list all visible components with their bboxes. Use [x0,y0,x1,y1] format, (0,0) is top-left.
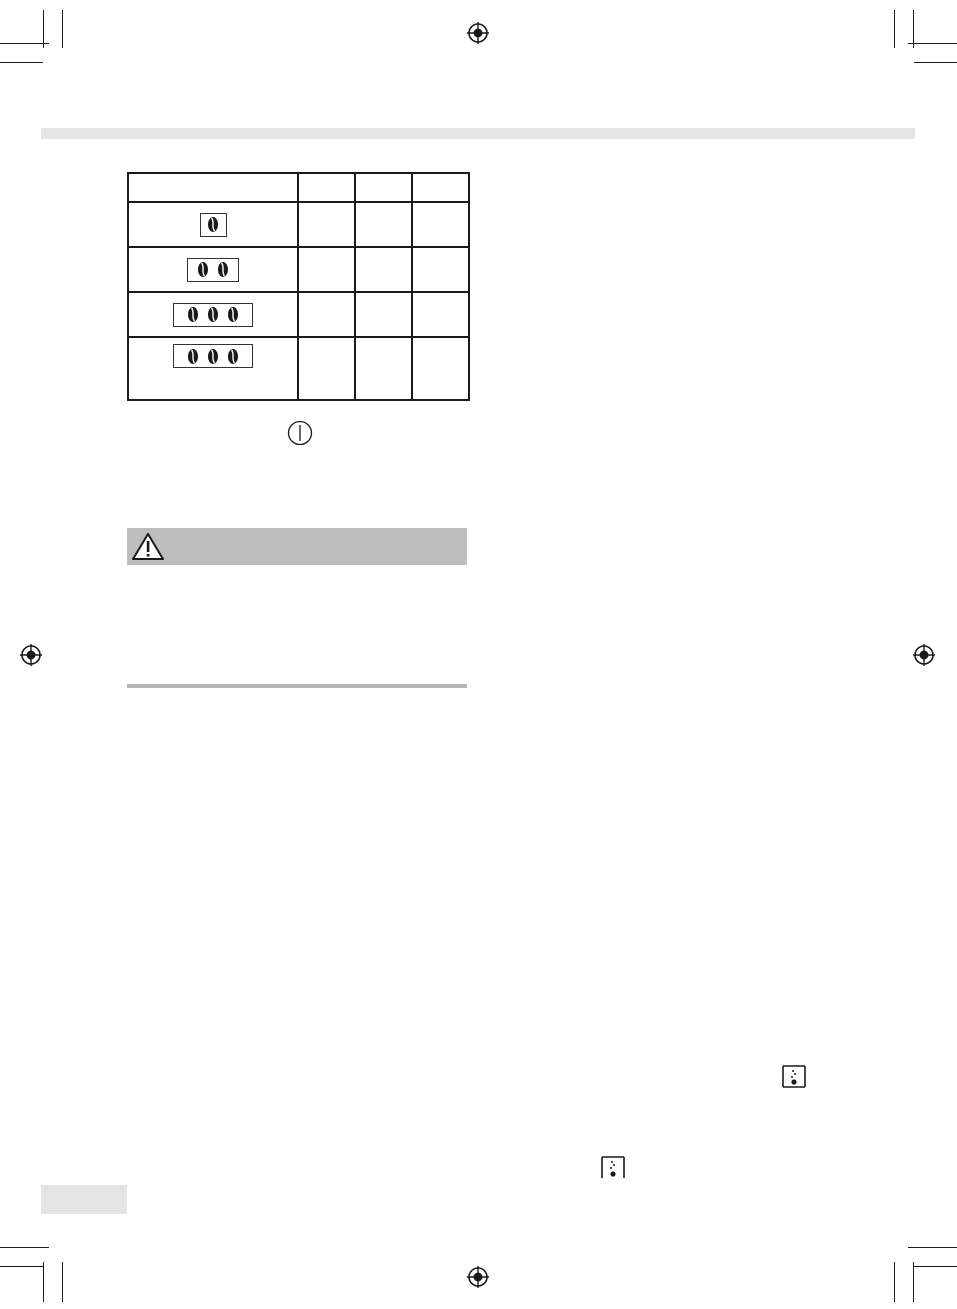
table-row [128,292,469,337]
table-cell [298,173,355,202]
table-cell [355,173,412,202]
table-cell [128,247,298,292]
crop-mark [62,10,63,48]
table-cell [355,247,412,292]
header-bar [41,128,915,139]
crop-mark [913,1262,914,1302]
bean-strength-indicator [173,344,253,368]
warning-banner [127,528,467,565]
crop-mark [914,1266,957,1267]
table-cell [128,202,298,247]
coffee-bean-icon [227,348,239,365]
table-cell [298,247,355,292]
bean-strength-indicator [187,258,239,282]
coffee-bean-icon [217,261,229,278]
table-cell [412,247,469,292]
registration-crosshair-icon [467,22,489,44]
crop-mark [908,43,957,44]
crop-mark [0,1247,49,1248]
crop-mark [0,43,49,44]
page-number-tab [41,1185,127,1214]
coffee-bean-icon [207,216,219,233]
table-row [128,247,469,292]
crop-mark [0,1266,43,1267]
grounds-container-icon [782,1064,806,1088]
crop-mark [914,62,957,63]
coffee-bean-icon [197,261,209,278]
table-header-row [128,173,469,202]
power-on-icon [287,420,313,446]
table-row [128,337,469,400]
coffee-bean-icon [207,306,219,323]
table-cell [412,337,469,400]
crop-mark [0,62,43,63]
table-cell [412,292,469,337]
table-cell [412,202,469,247]
coffee-strength-table [127,172,470,401]
table-cell [355,202,412,247]
crop-mark [894,1262,895,1302]
crop-mark [43,10,44,48]
table-cell [128,337,298,400]
registration-crosshair-icon [913,644,935,666]
bean-strength-indicator [173,303,253,327]
table-cell [355,292,412,337]
table-cell [298,337,355,400]
coffee-bean-icon [187,306,199,323]
registration-crosshair-icon [20,644,42,666]
coffee-bean-icon [207,348,219,365]
crop-mark [62,1262,63,1302]
table-cell [298,202,355,247]
warning-triangle-icon [131,531,165,561]
table-row [128,202,469,247]
crop-mark [913,10,914,48]
table-cell [298,292,355,337]
grounds-container-icon [601,1155,625,1179]
crop-mark [894,10,895,48]
table-cell [128,173,298,202]
bean-strength-indicator [200,213,227,237]
coffee-bean-icon [187,348,199,365]
table-cell [355,337,412,400]
table-cell [128,292,298,337]
crop-mark [43,1262,44,1302]
table-cell [412,173,469,202]
registration-crosshair-icon [467,1266,489,1288]
crop-mark [908,1247,957,1248]
section-divider [127,684,467,688]
coffee-bean-icon [227,306,239,323]
